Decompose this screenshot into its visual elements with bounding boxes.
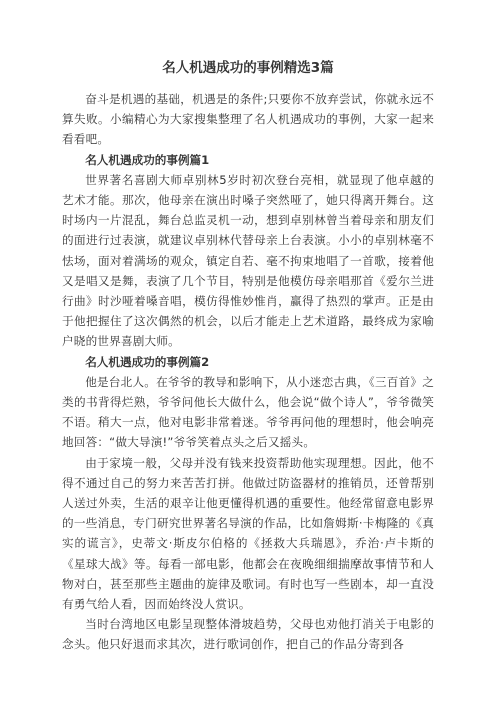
section2-paragraph-3: 当时台湾地区电影呈现整体滑坡趋势，父母也劝他打消关于电影的念头。他只好退而求其次，进行歌词创作，把自己的作品分寄到各 — [62, 617, 434, 652]
section-heading-2: 名人机遇成功的事例篇2 — [85, 354, 210, 369]
intro-paragraph: 奋斗是机遇的基础，机遇是的条件;只要你不放弃尝试，你就永远不算失败。小编精心为大家搜集整理了名人机遇成功的事例，大家一起来看看吧。 — [62, 92, 434, 147]
section1-paragraph: 世界著名喜剧大师卓别林5岁时初次登台亮相，就显现了他卓越的艺术才能。那次，他母亲在演出时嗓子突然哑了，她只得离开舞台。这时场内一片混乱，舞台总监灵机一动，想到卓别林曾当着母亲和朋友们的面进行过表演，就建议卓别林代替母亲上台表演。小小的卓别林毫不怯场，面对着满场的观众，镇定自若、毫不拘束地唱了一首歌，接着他又是唱又是舞，表演了几个节目，特别是他模仿母亲唱那首《爱尔兰进行曲》时沙哑着嗓音唱，模仿得惟妙惟肖，赢得了热烈的掌声。正是由于他把握住了这次偶然的机会，以后才能走上艺术道路，最终成为家喻户晓的世界喜剧大师。 — [62, 172, 434, 349]
document-title: 名人机遇成功的事例精选3篇 — [162, 60, 334, 76]
section-heading-1: 名人机遇成功的事例篇1 — [85, 152, 210, 167]
section2-paragraph-1: 他是台北人。在爷爷的教导和影响下，从小迷恋古典，《三百首》之类的书背得烂熟，爷爷问他长大做什么，他会说“做个诗人”，爷爷微笑不语。稍大一点，他对电影非常着迷。爷爷再问他的理想时，他会响亮地回答：“做大导演!”爷爷笑着点头之后又摇头。 — [62, 374, 434, 450]
section2-paragraph-2: 由于家境一般，父母并没有钱来投资帮助他实现理想。因此，他不得不通过自己的努力来苦苦打拼。他做过防盗器材的推销员，还曾帮别人送过外卖，生活的艰辛让他更懂得机遇的重要性。他经常留意电影界的一些消息，专门研究世界著名导演的作品，比如詹姆斯·卡梅隆的《真实的谎言》，史蒂文·斯皮尔伯格的《拯救大兵瑞恩》，乔治·卢卡斯的《星球大战》等。每看一部电影，他都会在夜晚细细揣摩故事情节和人物对白，甚至那些主题曲的旋律及歌词。有时也写一些剧本，却一直没有勇气给人看，因而始终没人赏识。 — [62, 455, 434, 612]
